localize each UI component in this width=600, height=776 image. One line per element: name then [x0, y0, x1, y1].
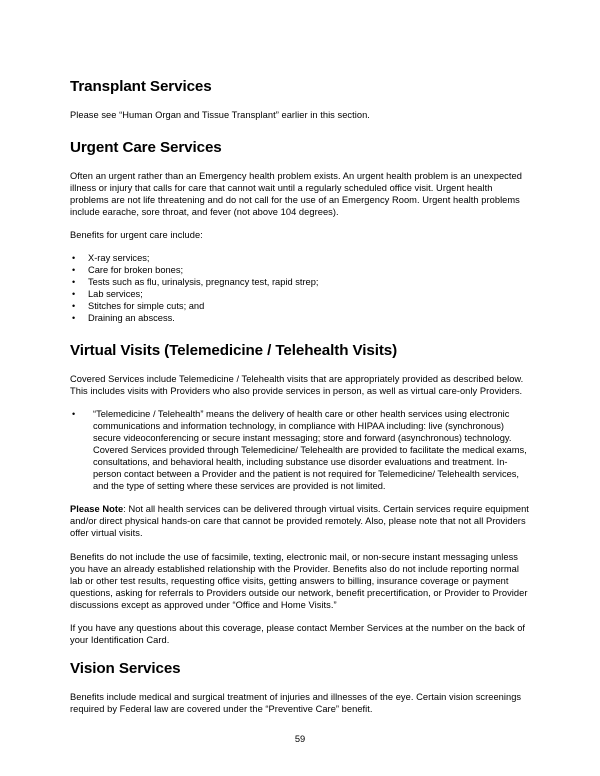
list-urgent-care-benefits	[70, 252, 532, 324]
please-note-body: : Not all health services can be delivered through virtual visits. Certain services require equipment and/or direct physical hands-on care that cannot be provided remotely. Also, please note that not all Providers offer virtual visits.	[70, 504, 529, 539]
list-item-label: X-ray services;	[88, 253, 150, 264]
bullet-point-icon: •	[72, 253, 76, 264]
heading-urgent-care-services: Urgent Care Services	[70, 138, 222, 156]
bullet-point-icon: •	[72, 289, 76, 300]
paragraph-please-note	[70, 503, 532, 539]
paragraph-benefit-exclusions: Benefits do not include the use of facsimile, texting, electronic mail, or non-secure instant messaging unless you have an already established relationship with the Provider. Benefits also do not include reporting normal lab or other test results, requesting office visits, getting answers to billing, insurance coverage or payment questions, asking for referrals to Providers outside our network, benefit precertification, or Provider to Provider discussions except as approved under “Office and Home Visits.”	[70, 551, 528, 610]
paragraph-urgent-care-benefits-lead: Benefits for urgent care include:	[70, 230, 203, 241]
paragraph-vision-services: Benefits include medical and surgical treatment of injuries and illnesses of the eye. Certain vision screenings required by Federal law are covered under the “Preventive Care” benefit.	[70, 692, 522, 715]
bullet-point-icon: •	[72, 301, 76, 312]
list-item-label: Stitches for simple cuts; and	[88, 301, 205, 312]
list-item	[70, 408, 532, 492]
paragraph-transplant-reference: Please see “Human Organ and Tissue Transplant” earlier in this section.	[70, 110, 370, 121]
list-item	[70, 264, 532, 276]
page-number: 59	[294, 734, 306, 744]
please-note-label: Please Note	[70, 504, 124, 515]
list-item	[70, 276, 532, 288]
bullet-point-icon: •	[72, 409, 76, 420]
list-telemedicine-definition	[70, 408, 532, 492]
list-item-label: Tests such as flu, urinalysis, pregnancy test, rapid strep;	[88, 277, 319, 288]
heading-vision-services: Vision Services	[70, 659, 181, 677]
list-item	[70, 252, 532, 264]
heading-transplant-services: Transplant Services	[70, 78, 212, 95]
list-item-label: “Telemedicine / Telehealth” means the delivery of health care or other health services using electronic communications and information technology, in compliance with HIPAA including: live (synchronous) secure videoconferencing or secure instant messaging; store and forward (asynchronous) technology. Covered Services provided through Telemedicine/ Telehealth are provided to facilitate the medical exams, consultations, and behavioral health, including substance use disorder evaluations and treatment. In-person contact between a Provider and the patient is not required for Telemedicine/ Telehealth services, and the type of setting where these services are provided is not limited.	[93, 409, 527, 492]
bullet-point-icon: •	[72, 277, 76, 288]
list-item	[70, 288, 532, 300]
paragraph-urgent-care-intro: Often an urgent rather than an Emergency health problem exists. An urgent health problem is an unexpected illness or injury that calls for care that cannot wait until a regularly scheduled office visit. Urgent health problems are not life threatening and do not call for the use of an Emergency Room. Urgent health problems include earache, sore throat, and fever (not above 104 degrees).	[70, 170, 522, 218]
paragraph-member-services-contact: If you have any questions about this coverage, please contact Member Services at the number on the back of your Identification Card.	[70, 622, 526, 645]
list-item	[70, 300, 532, 312]
list-item-label: Care for broken bones;	[88, 265, 184, 276]
bullet-point-icon: •	[72, 313, 76, 324]
list-item	[70, 312, 532, 324]
bullet-point-icon: •	[72, 265, 76, 276]
paragraph-virtual-visits-intro: Covered Services include Telemedicine / Telehealth visits that are appropriately provided as described below. This includes visits with Providers who also provide services in person, as well as virtual care-only Providers.	[70, 373, 524, 397]
list-item-label: Draining an abscess.	[88, 313, 175, 324]
list-item-label: Lab services;	[88, 289, 143, 300]
heading-virtual-visits: Virtual Visits (Telemedicine / Telehealth Visits)	[70, 341, 398, 359]
